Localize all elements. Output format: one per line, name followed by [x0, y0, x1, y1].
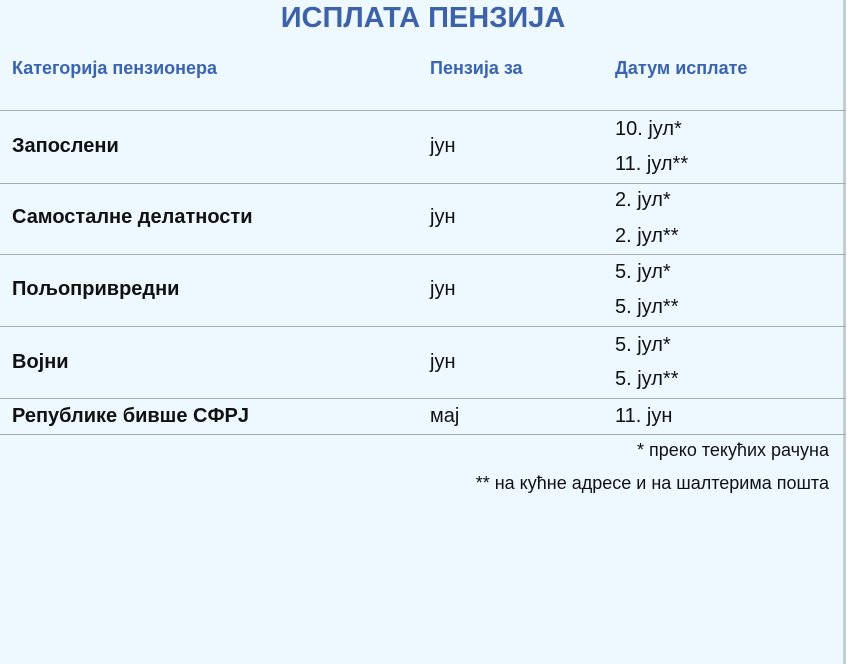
row-category: Војни — [12, 351, 69, 373]
page-title: ИСПЛАТА ПЕНЗИЈА — [280, 2, 566, 34]
column-header-category: Категорија пензионера — [12, 58, 218, 78]
table-divider — [0, 398, 846, 399]
column-header-pension-for: Пензија за — [430, 58, 523, 78]
table-divider — [0, 110, 846, 111]
table-divider — [0, 434, 846, 435]
row-date: 5. јул* — [615, 334, 671, 356]
row-pension-for: јун — [430, 206, 456, 228]
table-divider — [0, 326, 846, 327]
row-date: 5. јул** — [615, 368, 679, 390]
row-date: 5. јул** — [615, 296, 679, 318]
table-divider — [0, 254, 846, 255]
row-date: 10. јул* — [615, 118, 682, 140]
row-pension-for: јун — [430, 351, 456, 373]
footnote-current-account: * преко текућих рачуна — [636, 440, 829, 460]
row-date: 2. јул** — [615, 225, 679, 247]
row-category: Републике бивше СФРЈ — [12, 405, 249, 427]
row-date: 5. јул* — [615, 261, 671, 283]
footnote-home-delivery: ** на кућне адресе и на шалтерима пошта — [475, 473, 829, 493]
row-pension-for: јун — [430, 278, 456, 300]
row-date: 11. јул** — [615, 153, 689, 175]
row-pension-for: мај — [430, 405, 460, 427]
column-header-payment-date: Датум исплате — [615, 58, 748, 78]
row-category: Запослени — [12, 135, 119, 157]
row-category: Самосталне делатности — [12, 206, 253, 228]
row-date: 11. јун — [615, 405, 673, 427]
row-category: Пољопривредни — [12, 278, 180, 300]
table-divider — [0, 183, 846, 184]
row-pension-for: јун — [430, 135, 456, 157]
row-date: 2. јул* — [615, 189, 671, 211]
